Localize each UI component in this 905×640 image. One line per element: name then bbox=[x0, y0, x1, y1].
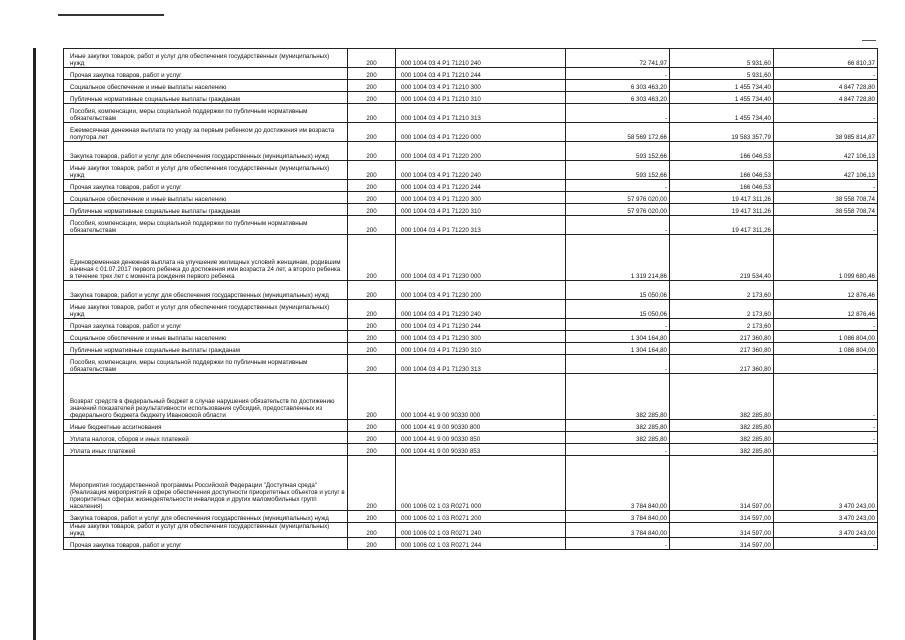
cell-executed: 314 597,00 bbox=[670, 523, 774, 538]
cell-budget-code: 000 1004 41 9 00 90330 853 bbox=[396, 444, 566, 456]
cell-budget-code: 000 1006 02 1 03 R0271 244 bbox=[396, 538, 566, 550]
cell-line-code: 200 bbox=[348, 374, 396, 420]
cell-executed: 19 417 311,26 bbox=[670, 216, 774, 235]
cell-name: Пособия, компенсации, меры социальной поддержки по публичным нормативным обязательствам bbox=[64, 104, 348, 123]
table-row bbox=[64, 142, 878, 161]
cell-approved: 1 304 164,80 bbox=[566, 343, 670, 355]
cell-line-code: 200 bbox=[348, 204, 396, 216]
table-row bbox=[64, 68, 878, 80]
table-row bbox=[64, 92, 878, 104]
cell-budget-code: 000 1004 03 4 P1 71230 313 bbox=[396, 355, 566, 374]
cell-approved: 1 319 214,86 bbox=[566, 235, 670, 281]
cell-line-code: 200 bbox=[348, 281, 396, 300]
cell-line-code: 200 bbox=[348, 161, 396, 180]
cell-remaining: 4 847 728,80 bbox=[774, 80, 878, 92]
cell-approved: - bbox=[566, 68, 670, 80]
table-row bbox=[64, 511, 878, 523]
cell-line-code: 200 bbox=[348, 456, 396, 511]
cell-remaining: - bbox=[774, 538, 878, 550]
cell-budget-code: 000 1004 03 4 P1 71220 240 bbox=[396, 161, 566, 180]
table-row bbox=[64, 374, 878, 420]
cell-approved: - bbox=[566, 444, 670, 456]
cell-executed: 217 360,80 bbox=[670, 331, 774, 343]
cell-approved: 15 050,06 bbox=[566, 281, 670, 300]
cell-line-code: 200 bbox=[348, 523, 396, 538]
cell-line-code: 200 bbox=[348, 355, 396, 374]
cell-budget-code: 000 1004 03 4 P1 71210 244 bbox=[396, 68, 566, 80]
cell-remaining: 4 847 728,80 bbox=[774, 92, 878, 104]
cell-approved: - bbox=[566, 319, 670, 331]
cell-line-code: 200 bbox=[348, 123, 396, 142]
cell-executed: 5 931,60 bbox=[670, 68, 774, 80]
cell-remaining: 12 876,46 bbox=[774, 281, 878, 300]
cell-name: Иные закупки товаров, работ и услуг для обеспечения государственных (муниципальных) нужд bbox=[64, 161, 348, 180]
cell-executed: 1 455 734,40 bbox=[670, 104, 774, 123]
cell-line-code: 200 bbox=[348, 319, 396, 331]
table-row bbox=[64, 216, 878, 235]
cell-executed: 314 597,00 bbox=[670, 456, 774, 511]
cell-remaining: - bbox=[774, 319, 878, 331]
cell-budget-code: 000 1004 03 4 P1 71210 310 bbox=[396, 92, 566, 104]
cell-remaining: - bbox=[774, 180, 878, 192]
cell-remaining: 38 558 708,74 bbox=[774, 204, 878, 216]
cell-line-code: 200 bbox=[348, 444, 396, 456]
cell-budget-code: 000 1004 03 4 P1 71220 200 bbox=[396, 142, 566, 161]
cell-approved: 1 304 164,80 bbox=[566, 331, 670, 343]
cell-name: Иные бюджетные ассигнования bbox=[64, 420, 348, 432]
cell-name: Публичные нормативные социальные выплаты гражданам bbox=[64, 204, 348, 216]
cell-approved: - bbox=[566, 355, 670, 374]
cell-approved: 15 050,06 bbox=[566, 300, 670, 319]
cell-remaining: - bbox=[774, 68, 878, 80]
cell-name: Уплата налогов, сборов и иных платежей bbox=[64, 432, 348, 444]
cell-executed: 217 360,80 bbox=[670, 343, 774, 355]
cell-budget-code: 000 1004 41 9 00 90330 000 bbox=[396, 374, 566, 420]
table-row bbox=[64, 523, 878, 538]
table-row bbox=[64, 161, 878, 180]
cell-name: Социальное обеспечение и иные выплаты населению bbox=[64, 192, 348, 204]
cell-line-code: 200 bbox=[348, 538, 396, 550]
cell-name: Иные закупки товаров, работ и услуг для обеспечения государственных (муниципальных) нужд bbox=[64, 49, 348, 68]
cell-budget-code: 000 1004 03 4 P1 71210 313 bbox=[396, 104, 566, 123]
cell-executed: 1 455 734,40 bbox=[670, 92, 774, 104]
cell-executed: 1 455 734,40 bbox=[670, 80, 774, 92]
cell-line-code: 200 bbox=[348, 432, 396, 444]
cell-approved: 3 784 840,00 bbox=[566, 511, 670, 523]
cell-name: Иные закупки товаров, работ и услуг для обеспечения государственных (муниципальных) нужд bbox=[64, 300, 348, 319]
cell-remaining: 1 099 680,46 bbox=[774, 235, 878, 281]
cell-approved: 3 784 840,00 bbox=[566, 523, 670, 538]
cell-budget-code: 000 1004 03 4 P1 71230 000 bbox=[396, 235, 566, 281]
cell-approved: 57 976 020,00 bbox=[566, 204, 670, 216]
cell-budget-code: 000 1004 03 4 P1 71210 300 bbox=[396, 80, 566, 92]
cell-remaining: - bbox=[774, 355, 878, 374]
cell-name: Пособия, компенсации, меры социальной поддержки по публичным нормативным обязательствам bbox=[64, 216, 348, 235]
cell-executed: 217 360,80 bbox=[670, 355, 774, 374]
cell-remaining: 66 810,37 bbox=[774, 49, 878, 68]
cell-name: Социальное обеспечение и иные выплаты населению bbox=[64, 80, 348, 92]
cell-approved: 58 569 172,66 bbox=[566, 123, 670, 142]
cell-approved: - bbox=[566, 538, 670, 550]
cell-name: Пособия, компенсации, меры социальной поддержки по публичным нормативным обязательствам bbox=[64, 355, 348, 374]
cell-remaining: 38 558 708,74 bbox=[774, 192, 878, 204]
cell-remaining: - bbox=[774, 104, 878, 123]
cell-remaining: 3 470 243,00 bbox=[774, 511, 878, 523]
cell-executed: 382 285,80 bbox=[670, 374, 774, 420]
cell-budget-code: 000 1004 03 4 P1 71230 310 bbox=[396, 343, 566, 355]
cell-remaining: - bbox=[774, 216, 878, 235]
cell-remaining: - bbox=[774, 444, 878, 456]
table-row bbox=[64, 281, 878, 300]
table-row bbox=[64, 49, 878, 68]
cell-line-code: 200 bbox=[348, 49, 396, 68]
cell-remaining: 38 985 814,87 bbox=[774, 123, 878, 142]
cell-line-code: 200 bbox=[348, 300, 396, 319]
cell-name: Прочая закупка товаров, работ и услуг bbox=[64, 68, 348, 80]
table-row bbox=[64, 192, 878, 204]
cell-budget-code: 000 1004 03 4 P1 71230 300 bbox=[396, 331, 566, 343]
cell-line-code: 200 bbox=[348, 216, 396, 235]
table-row bbox=[64, 180, 878, 192]
cell-executed: 166 046,53 bbox=[670, 142, 774, 161]
cell-budget-code: 000 1004 03 4 P1 71210 240 bbox=[396, 49, 566, 68]
cell-name: Прочая закупка товаров, работ и услуг bbox=[64, 538, 348, 550]
table-row bbox=[64, 331, 878, 343]
cell-name: Ежемесячная денежная выплата по уходу за первым ребенком до достижения им возраста полутора лет bbox=[64, 123, 348, 142]
cell-remaining: - bbox=[774, 420, 878, 432]
cell-executed: 219 534,40 bbox=[670, 235, 774, 281]
cell-executed: 166 046,53 bbox=[670, 161, 774, 180]
table-row bbox=[64, 319, 878, 331]
cell-executed: 382 285,80 bbox=[670, 420, 774, 432]
cell-executed: 2 173,60 bbox=[670, 300, 774, 319]
table-row bbox=[64, 300, 878, 319]
cell-executed: 314 597,00 bbox=[670, 538, 774, 550]
table-row bbox=[64, 123, 878, 142]
cell-name: Единовременная денежная выплата на улучшение жилищных условий женщинам, родившим начиная с 01.07.2017 первого ребенка до достижения ими возраста 24 лет, а второго ребенка в течение трех лет с момента рождения первого ребенка bbox=[64, 235, 348, 281]
cell-budget-code: 000 1006 02 1 03 R0271 000 bbox=[396, 456, 566, 511]
table-row bbox=[64, 456, 878, 511]
cell-name: Мероприятия государственной программы Российской Федерации "Доступная среда" (Реализация мероприятий в сфере обеспечения доступности приоритетных объектов и услуг в приоритетных сферах жизнедеятельности инвалидов и других маломобильных групп населения) bbox=[64, 456, 348, 511]
table-row bbox=[64, 432, 878, 444]
cell-executed: 2 173,60 bbox=[670, 319, 774, 331]
cell-remaining: 3 470 243,00 bbox=[774, 456, 878, 511]
cell-line-code: 200 bbox=[348, 68, 396, 80]
cell-remaining: 427 106,13 bbox=[774, 161, 878, 180]
cell-executed: 382 285,80 bbox=[670, 432, 774, 444]
cell-name: Уплата иных платежей bbox=[64, 444, 348, 456]
cell-budget-code: 000 1004 03 4 P1 71220 300 bbox=[396, 192, 566, 204]
cell-name: Возврат средств в федеральный бюджет в случае нарушения обязательств по достижению значений показателей результативности использования субсидий, предоставленных из федерального бюджета бюджету Ивановской области bbox=[64, 374, 348, 420]
cell-approved: - bbox=[566, 216, 670, 235]
cell-name: Социальное обеспечение и иные выплаты населению bbox=[64, 331, 348, 343]
cell-name: Публичные нормативные социальные выплаты гражданам bbox=[64, 343, 348, 355]
cell-remaining: 1 086 804,00 bbox=[774, 331, 878, 343]
cell-remaining: - bbox=[774, 374, 878, 420]
cell-budget-code: 000 1004 03 4 P1 71220 244 bbox=[396, 180, 566, 192]
cell-approved: 57 976 020,00 bbox=[566, 192, 670, 204]
cell-executed: 19 417 311,26 bbox=[670, 204, 774, 216]
cell-budget-code: 000 1004 03 4 P1 71220 313 bbox=[396, 216, 566, 235]
table-row bbox=[64, 235, 878, 281]
cell-name: Публичные нормативные социальные выплаты гражданам bbox=[64, 92, 348, 104]
cell-budget-code: 000 1004 41 9 00 90330 800 bbox=[396, 420, 566, 432]
cell-approved: 382 285,80 bbox=[566, 432, 670, 444]
cell-line-code: 200 bbox=[348, 80, 396, 92]
scan-artifact-edge bbox=[33, 48, 36, 640]
cell-executed: 166 046,53 bbox=[670, 180, 774, 192]
table-body bbox=[64, 49, 878, 550]
cell-approved: 3 784 840,00 bbox=[566, 456, 670, 511]
cell-budget-code: 000 1004 03 4 P1 71220 000 bbox=[396, 123, 566, 142]
cell-approved: - bbox=[566, 180, 670, 192]
cell-remaining: 427 106,13 bbox=[774, 142, 878, 161]
cell-remaining: 12 876,46 bbox=[774, 300, 878, 319]
cell-approved: 6 303 463,20 bbox=[566, 80, 670, 92]
cell-executed: 382 285,80 bbox=[670, 444, 774, 456]
table-row bbox=[64, 80, 878, 92]
cell-approved: 593 152,66 bbox=[566, 161, 670, 180]
table-row bbox=[64, 355, 878, 374]
table-row bbox=[64, 204, 878, 216]
cell-budget-code: 000 1004 03 4 P1 71230 244 bbox=[396, 319, 566, 331]
cell-executed: 2 173,60 bbox=[670, 281, 774, 300]
cell-budget-code: 000 1004 03 4 P1 71230 200 bbox=[396, 281, 566, 300]
cell-budget-code: 000 1006 02 1 03 R0271 200 bbox=[396, 511, 566, 523]
cell-remaining: - bbox=[774, 432, 878, 444]
cell-name: Прочая закупка товаров, работ и услуг bbox=[64, 180, 348, 192]
cell-name: Закупка товаров, работ и услуг для обеспечения государственных (муниципальных) нужд bbox=[64, 142, 348, 161]
cell-budget-code: 000 1004 41 9 00 90330 850 bbox=[396, 432, 566, 444]
scan-artifact-mark bbox=[862, 40, 876, 41]
cell-remaining: 1 086 804,00 bbox=[774, 343, 878, 355]
cell-budget-code: 000 1004 03 4 P1 71220 310 bbox=[396, 204, 566, 216]
cell-executed: 19 583 357,79 bbox=[670, 123, 774, 142]
scan-artifact-line bbox=[58, 14, 164, 16]
cell-line-code: 200 bbox=[348, 331, 396, 343]
cell-approved: 382 285,80 bbox=[566, 420, 670, 432]
cell-name: Иные закупки товаров, работ и услуг для обеспечения государственных (муниципальных) нужд bbox=[64, 523, 348, 538]
cell-line-code: 200 bbox=[348, 511, 396, 523]
cell-approved: - bbox=[566, 104, 670, 123]
cell-approved: 72 741,97 bbox=[566, 49, 670, 68]
cell-name: Закупка товаров, работ и услуг для обеспечения государственных (муниципальных) нужд bbox=[64, 281, 348, 300]
cell-executed: 314 597,00 bbox=[670, 511, 774, 523]
table-row bbox=[64, 444, 878, 456]
cell-line-code: 200 bbox=[348, 343, 396, 355]
cell-line-code: 200 bbox=[348, 235, 396, 281]
cell-approved: 382 285,80 bbox=[566, 374, 670, 420]
cell-approved: 6 303 463,20 bbox=[566, 92, 670, 104]
cell-remaining: 3 470 243,00 bbox=[774, 523, 878, 538]
cell-line-code: 200 bbox=[348, 180, 396, 192]
table-row bbox=[64, 104, 878, 123]
cell-approved: 593 152,66 bbox=[566, 142, 670, 161]
cell-line-code: 200 bbox=[348, 104, 396, 123]
cell-executed: 19 417 311,26 bbox=[670, 192, 774, 204]
cell-name: Прочая закупка товаров, работ и услуг bbox=[64, 319, 348, 331]
cell-line-code: 200 bbox=[348, 420, 396, 432]
cell-line-code: 200 bbox=[348, 142, 396, 161]
table-row bbox=[64, 343, 878, 355]
cell-line-code: 200 bbox=[348, 92, 396, 104]
cell-budget-code: 000 1004 03 4 P1 71230 240 bbox=[396, 300, 566, 319]
cell-budget-code: 000 1006 02 1 03 R0271 240 bbox=[396, 523, 566, 538]
cell-name: Закупка товаров, работ и услуг для обеспечения государственных (муниципальных) нужд bbox=[64, 511, 348, 523]
cell-line-code: 200 bbox=[348, 192, 396, 204]
cell-executed: 5 931,60 bbox=[670, 49, 774, 68]
table-row bbox=[64, 420, 878, 432]
budget-execution-table bbox=[63, 48, 878, 550]
table-row bbox=[64, 538, 878, 550]
